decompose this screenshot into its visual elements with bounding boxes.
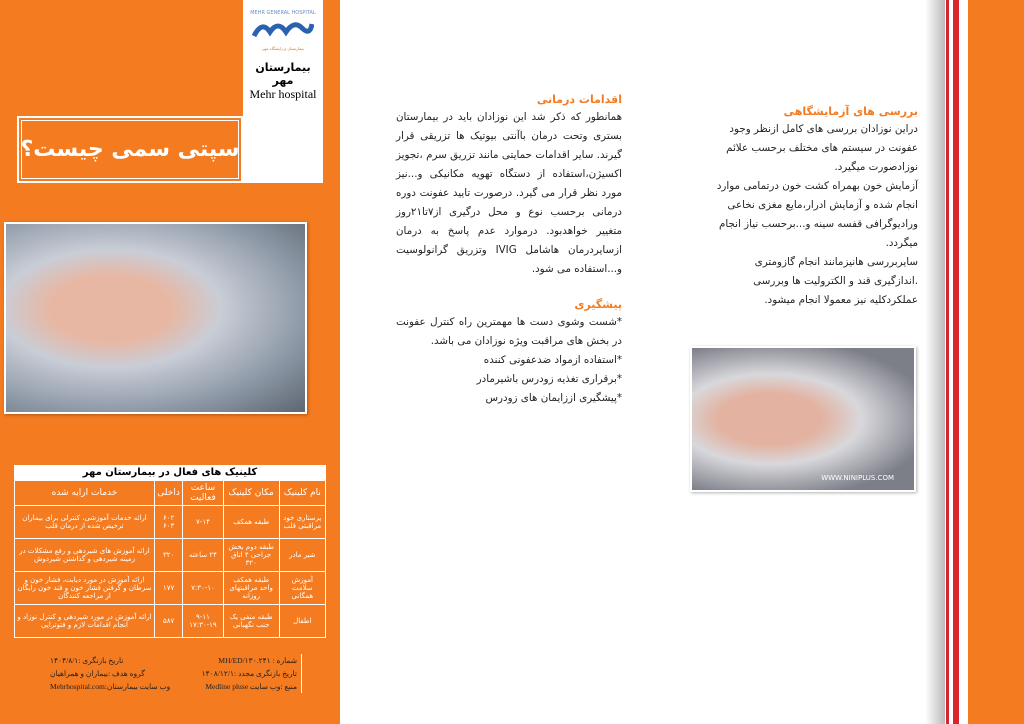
clinics-table xyxy=(14,465,326,638)
table-cell: ارائه آموزش در مورد شیردهی و کنترل نوزاد و انجام اقدامات لازم و فتوتراپی xyxy=(15,605,155,638)
lab-paragraph: آزمایش خون بهمراه کشت خون درتمامی موارد انجام شده و آزمایش ادرار،مایع مغزی نخاعی ورادیوگرافی قفسه سینه و...برحسب نیاز انجام میگردد. xyxy=(716,180,918,249)
treatment-heading: اقدامات درمانی xyxy=(536,93,622,106)
col-header: نام کلینیک xyxy=(279,481,325,506)
table-cell: ۷:۳۰-۱۰ xyxy=(183,572,223,605)
col-header: داخلی xyxy=(154,481,182,506)
table-row xyxy=(15,572,326,605)
table-cell: ارائه آموزش های شیردهی و رفع مشکلات در زمینه شیردهی و گذاشتن شیردوش xyxy=(15,539,155,572)
right-column xyxy=(708,104,918,310)
table-cell: ۹-۱۱ ۱۷:۳۰-۱۹ xyxy=(183,605,223,638)
treatment-text: همانطور که ذکر شد این نوزادان باید در بیمارستان بستری وتحت درمان باآنتی بیوتیک ها تزریقی قرار گیرند. سایر اقدامات حمایتی مانند تزریق سرم ،تجویز اکسیژن،استفاده از دستگاه تهویه مکانیکی و...نیز مورد نظر قرار می گیرد. درصورت تایید عفونت دوره درمانی برحسب نوع و محل درگیری از۷تا۲۱روز متغییر خواهدبود. درموارد عدم پاسخ به درمان ازسایردرمان هاشامل IVIG وتزریق گرانولوسیت و...استفاده می شود. xyxy=(396,111,622,275)
table-cell: طبقه دوم بخش جراحی ۴ اتاق ۳۲۰ xyxy=(223,539,279,572)
logo-text: MEHR GENERAL HOSPITAL xyxy=(250,10,316,16)
middle-column xyxy=(396,92,622,408)
hospital-name-fa: بیمارستان مهر xyxy=(255,61,311,87)
website: وب سایت بیمارستان:Mehrhospital.com xyxy=(50,682,171,691)
col-header: ساعت فعالیت xyxy=(183,481,223,506)
lab-paragraph: سایربررسی هانیزمانند انجام گازومتری .اندازگیری قند و الکترولیت ها وبررسی عملکردکلیه نیز معمولا انجام میشود. xyxy=(753,256,918,306)
prevention-item: *استفاده ازمواد ضدعفونی کننده xyxy=(483,354,622,366)
logo-box xyxy=(243,0,323,183)
red-stripe xyxy=(953,0,959,724)
table-cell: ۳۲۰ xyxy=(154,539,182,572)
lab-paragraph: دراین نوزادان بررسی های کامل ازنظر وجود عفونت در سیستم های مختلف برحسب علائم نوزادصورت میگیرد. xyxy=(726,123,918,173)
table-row xyxy=(15,506,326,539)
prevention-item: *شست وشوی دست ها مهمترین راه کنترل عفونت در بخش های مراقبت ویژه نوزادان می باشد. xyxy=(396,316,622,347)
review-date: تاریخ بازنگری :۱۴۰۴/۸/۱ xyxy=(50,656,124,665)
table-cell: طبقه همکف واحد مراقبتهای روزانه xyxy=(223,572,279,605)
prevention-item: *برقراری تغذیه زودرس باشیرمادر xyxy=(476,373,622,385)
table-row xyxy=(15,605,326,638)
document-footer xyxy=(50,654,302,693)
table-cell: طبقه همکف xyxy=(223,506,279,539)
left-panel xyxy=(0,0,340,724)
source: منبع :وب سایت Medline pluse xyxy=(205,682,297,691)
prevention-heading: پیشگیری xyxy=(574,298,622,311)
col-header: خدمات ارایه شده xyxy=(15,481,155,506)
table-row xyxy=(15,539,326,572)
newborn-incubator-photo xyxy=(4,222,307,414)
newborn-oxygen-photo xyxy=(690,346,916,492)
table-cell: ۶۰۲ ۶۰۳ xyxy=(154,506,182,539)
right-orange-band xyxy=(968,0,1024,724)
prevention-item: *پیشگیری اززایمان های زودرس xyxy=(485,392,622,404)
col-header: مکان کلینیک xyxy=(223,481,279,506)
next-review: تاریخ بازنگری مجدد :۱۴۰۸/۱۲/۱ xyxy=(201,669,297,678)
title-box xyxy=(17,116,243,183)
table-cell: ۵۸۷ xyxy=(154,605,182,638)
table-cell: ۱۷۷ xyxy=(154,572,182,605)
clinics-caption: کلینیک های فعال در بیمارستان مهر xyxy=(14,465,326,480)
table-cell: آموزش سلامت همگانی xyxy=(279,572,325,605)
table-cell: ۷-۱۴ xyxy=(183,506,223,539)
red-stripe xyxy=(946,0,949,724)
table-cell: طبقه منفی یک جنب نگهبانی xyxy=(223,605,279,638)
table-cell: پرستاری خود مراقبتی قلب xyxy=(279,506,325,539)
table-cell: ارائه خدمات آموزشی، کنترلی برای بیماران ترخیص شده از درمان قلب xyxy=(15,506,155,539)
lab-heading: بررسی های آزمایشگاهی xyxy=(783,105,918,118)
hospital-name-en: Mehr hospital xyxy=(249,87,317,101)
doc-number: شماره : MH/ED/۱۳۰.۲۴۱ xyxy=(218,656,297,665)
table-cell: شیر مادر xyxy=(279,539,325,572)
hospital-logo-icon xyxy=(252,18,314,40)
table-cell: ارائه آموزش در مورد دیابت، فشار خون و سرطان و گرفتن فشار خون و قند خون رایگان از مراجعه کنندگان xyxy=(15,572,155,605)
table-cell: اطفال xyxy=(279,605,325,638)
table-cell: ۲۴ ساعته xyxy=(183,539,223,572)
photo-watermark: WWW.NINIPLUS.COM xyxy=(821,474,894,482)
fold-shadow xyxy=(925,0,945,724)
target-group: گروه هدف :بیماران و همراهیان xyxy=(50,669,145,678)
logo-subtext: بیمارستان و زایشگاه مهر xyxy=(262,46,304,51)
page-title: سپتی سمی چیست؟ xyxy=(20,137,240,162)
